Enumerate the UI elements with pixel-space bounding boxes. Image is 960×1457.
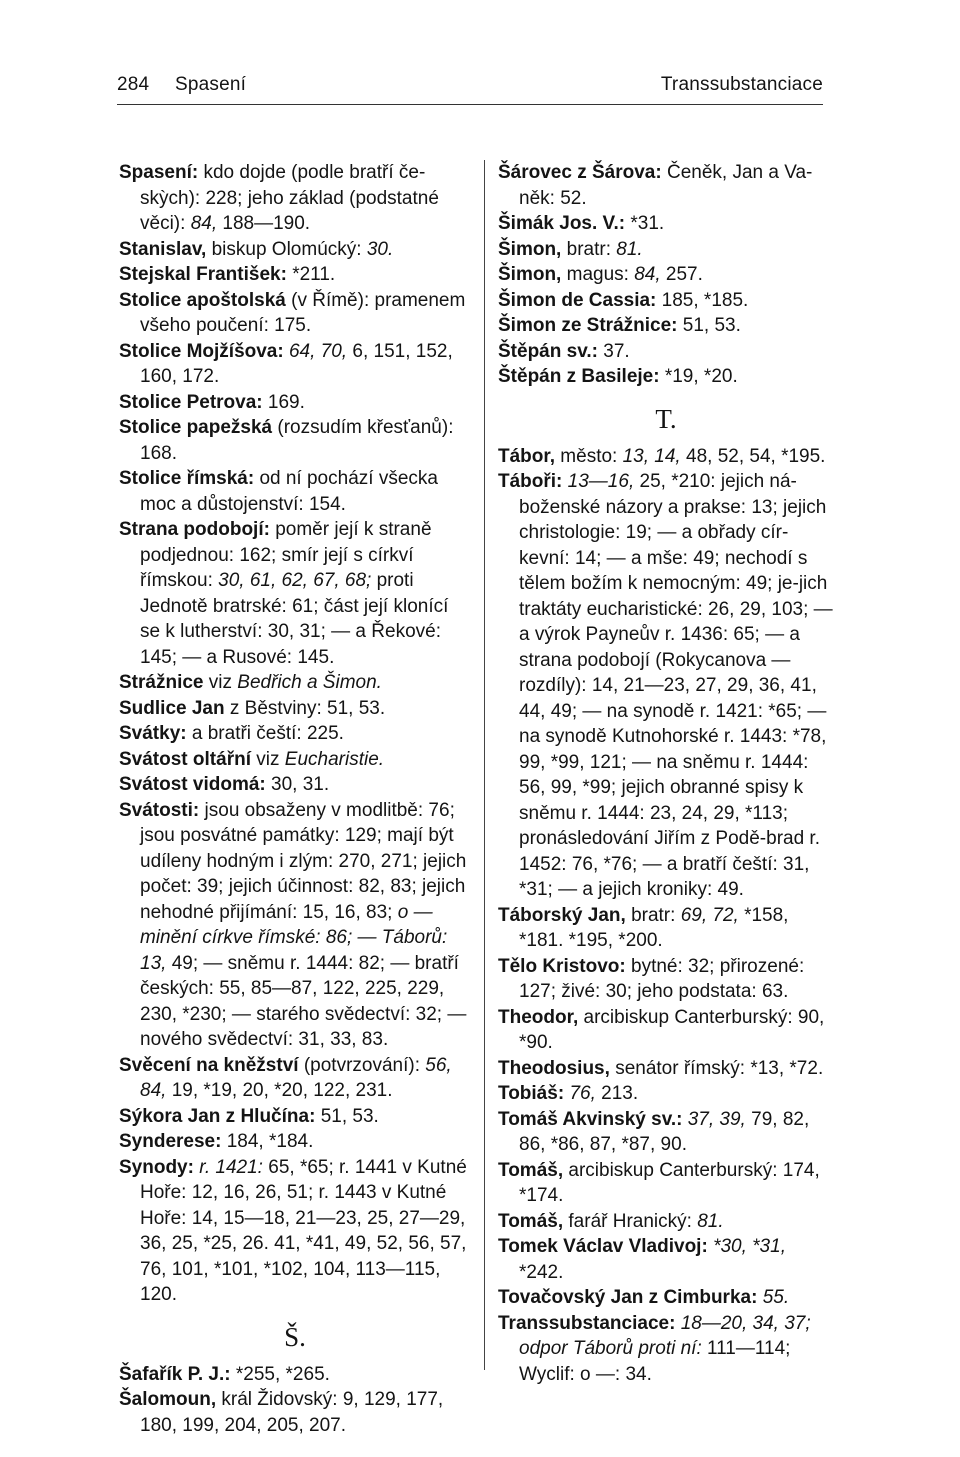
entry-text: *211. (292, 264, 336, 285)
entry-headword: Stolice Petrova: (119, 391, 263, 413)
index-entry (498, 1285, 834, 1311)
entry-text: Čeněk, Jan a Va-něk: 52. (519, 162, 813, 209)
entry-text: *19, *20. (664, 366, 738, 387)
entry-headword: Šimon, (498, 264, 562, 285)
entry-text: arcibiskup Canterburský: 174, *174. (519, 1159, 820, 1206)
index-entry (119, 1053, 471, 1104)
entry-text: biskup Olomúcký: (211, 238, 367, 260)
entry-italic: 13—16, (567, 471, 635, 492)
entry-headword: Tomek Václav Vladivoj: (498, 1236, 708, 1257)
entry-headword: Stejskal František: (119, 264, 287, 285)
entry-tail: 79, 82, 86, *86, 87, *87, 90. (519, 1108, 810, 1155)
index-entry (119, 390, 471, 416)
entry-headword: Tovačovský Jan z Cimburka: (498, 1287, 758, 1308)
index-entry (119, 1387, 471, 1438)
header-rule (117, 104, 823, 105)
index-entry (498, 211, 834, 237)
entry-headword: Transsubstanciace: (498, 1312, 676, 1334)
entry-text: bytné: 32; přirozené: 127; živé: 30; jeho podstata: 63. (519, 955, 805, 1002)
entry-text: a bratři čeští: 225. (191, 723, 344, 744)
index-entry (498, 339, 834, 365)
index-entry (119, 160, 471, 237)
entry-headword: Tobiáš: (498, 1083, 565, 1104)
entry-text: 51, 53. (320, 1105, 379, 1127)
entry-italic: 69, 72, (680, 904, 739, 926)
entry-text: jsou obsaženy v modlitbě: 76; jsou posvátné památky: 129; mají být udíleny hodným i zlým: 270, 271; jejich počet: 39; jejich účinnost: 82, 83; jejich nehodné přijímání: 15, 16, 83; (140, 799, 467, 923)
entry-headword: Stanislav, (119, 238, 207, 260)
index-entry (119, 415, 471, 466)
entry-text: viz (208, 672, 238, 693)
entry-headword: Stolice římská: (119, 468, 255, 489)
right-entries-after (498, 444, 834, 1388)
section-title: Spasení (175, 74, 247, 95)
entry-tail: 48, 52, 54, *195. (680, 445, 826, 467)
right-entries (498, 160, 834, 390)
entry-text: král Židovský: 9, 129, 177, 180, 199, 204, 205, 207. (140, 1389, 444, 1436)
index-entry (498, 237, 834, 263)
entry-text: 185, *185. (661, 289, 749, 311)
entry-italic: 30. (366, 238, 394, 260)
entry-text: od ní pochází všecka moc a důstojenství: 154. (140, 468, 438, 515)
entry-text: 30, 31. (271, 774, 330, 795)
index-entry (498, 1005, 834, 1056)
entry-headword: Šárovec z Šárova: (498, 162, 662, 183)
entry-tail: proti Jednotě bratrské: 61; část její klonící se k lutherství: 30, 31; — a Řekové: 145; — a Rusové: 145. (140, 570, 449, 668)
entry-tail: 25, *210: jejich ná-boženské názory a prakse: 13; jejich christologie: 19; — a obřady cír-kevní: 14; — a mše: 49; nechodí s tělem božím k nemocným: 49; je-jich traktáty eucharistické: 26, 29, 103; — a výrok Payneův r. 1436: 65; — a strana podobojí (Rokycanova — rozdíly): 14, 21—23, 27, 29, 36, 41, 44, 49; — na synodě r. 1421: *65; — na synodě Kutnohorské r. 1443: *78, 99, *99, 121; — na sněmu r. 1444: 56, 99, *99; jejich obranné spisy k sněmu r. 1444: 23, 24, 29, *113; pronásledování Jiřím z Podě-brad r. 1452: 76, *76; — a bratří čeští: 31, *31; — a jejich kroniky: 49. (519, 471, 833, 900)
entry-text: arcibiskup Canterburský: 90, *90. (519, 1006, 825, 1053)
entry-italic: Bedřich a Šimon. (237, 672, 382, 693)
entry-text: (v Římě): pramenem všeho poučení: 175. (140, 289, 466, 336)
index-entry (119, 1362, 471, 1388)
entry-headword: Šafařík P. J.: (119, 1363, 231, 1385)
entry-headword: Theodor, (498, 1006, 579, 1028)
index-entry (119, 288, 471, 339)
index-entry (119, 1155, 471, 1308)
index-entry (119, 466, 471, 517)
entry-text: magus: (566, 264, 635, 285)
entry-headword: Šimon ze Strážnice: (498, 315, 678, 336)
index-entry (498, 1081, 834, 1107)
entry-headword: Synody: (119, 1156, 194, 1178)
index-entry (498, 1158, 834, 1209)
entry-tail: *158, *181. *195, *200. (519, 904, 789, 951)
entry-italic: 13, 14, (622, 445, 681, 467)
entry-tail: 188—190. (217, 213, 311, 234)
entry-text: 184, *184. (226, 1131, 314, 1152)
index-entry (498, 1107, 834, 1158)
entry-text: město: (560, 445, 623, 467)
left-column (119, 160, 471, 1438)
entry-italic: 30, 61, 62, 67, 68; (218, 570, 372, 591)
entry-headword: Šimák Jos. V.: (498, 213, 626, 234)
entry-tail: 111—114; Wyclif: o —: 34. (519, 1338, 791, 1385)
entry-headword: Theodosius, (498, 1057, 610, 1079)
index-entry (498, 1234, 834, 1285)
entry-headword: Štěpán sv.: (498, 340, 598, 362)
entry-headword: Štěpán z Basileje: (498, 366, 660, 387)
index-entry (119, 1104, 471, 1130)
entry-headword: Tomáš, (498, 1159, 564, 1181)
left-entries-after (119, 1362, 471, 1439)
entry-headword: Tomáš Akvinský sv.: (498, 1108, 683, 1130)
entry-text: senátor římský: *13, *72. (615, 1057, 824, 1079)
entry-italic: 56, 84, (140, 1054, 452, 1101)
entry-text: z Běstviny: 51, 53. (229, 697, 386, 719)
entry-headword: Sudlice Jan (119, 697, 225, 719)
column-divider (484, 160, 485, 1370)
entry-text: bratr: (566, 238, 617, 260)
index-entry (498, 469, 834, 903)
entry-headword: Šalomoun, (119, 1389, 217, 1410)
index-entry (119, 517, 471, 670)
entry-tail: 65, *65; r. 1441 v Kutné Hoře: 12, 16, 26, 51; r. 1443 v Kutné Hoře: 14, 15—18, 21—23, 25, 27—29, 36, 25, *25, 26. 41, *41, 49, 52, 56, 57, 76, 101, *101, *102, 104, 113—115, 120. (140, 1156, 467, 1305)
entry-text: viz (256, 748, 285, 770)
entry-headword: Sýkora Jan z Hlučína: (119, 1105, 316, 1127)
entry-text: poměr její k straně podjednou: 162; smír její s církví římskou: (140, 519, 432, 591)
entry-headword: Tábor, (498, 445, 556, 467)
entry-headword: Svěcení na kněžství (119, 1054, 299, 1076)
entry-italic: r. 1421: (199, 1156, 263, 1178)
index-entry (498, 954, 834, 1005)
entry-headword: Spasení: (119, 162, 199, 183)
index-entry (119, 1129, 471, 1155)
entry-headword: Strana podobojí: (119, 519, 270, 540)
index-entry (498, 444, 834, 470)
entry-headword: Svátost vidomá: (119, 774, 266, 795)
entry-tail: 213. (595, 1083, 639, 1104)
right-column (498, 160, 834, 1387)
section-letter: Š. (284, 1321, 306, 1352)
index-entry (119, 237, 471, 263)
running-title: Transsubstanciace (660, 74, 823, 95)
entry-headword: Táborský Jan, (498, 904, 626, 926)
index-entry (498, 1311, 834, 1388)
entry-tail: 257. (660, 264, 703, 285)
entry-headword: Tělo Kristovo: (498, 955, 626, 977)
index-entry (119, 670, 471, 696)
entry-italic: o — minění církve římské: 86; — Táborů: 13, (140, 901, 448, 974)
index-entry (119, 747, 471, 773)
index-entry (498, 262, 834, 288)
running-header (117, 74, 823, 104)
entry-headword: Táboři: (498, 471, 563, 492)
index-entry (498, 160, 834, 211)
entry-tail: 6, 151, 152, 160, 172. (140, 340, 453, 387)
entry-italic: *30, *31, (713, 1236, 786, 1257)
entry-text: 169. (267, 391, 305, 413)
index-entry (498, 903, 834, 954)
entry-headword: Svátky: (119, 723, 187, 744)
entry-italic: 81. (697, 1210, 724, 1232)
entry-headword: Šimon, (498, 238, 562, 260)
entry-text: (potvrzování): (303, 1054, 426, 1076)
index-entry (498, 288, 834, 314)
entry-text: bratr: (631, 904, 681, 926)
entry-italic: 76, (569, 1083, 596, 1104)
entry-italic: 64, 70, (288, 340, 348, 362)
entry-italic: Eucharistie. (284, 748, 385, 770)
entry-text: *255, *265. (235, 1363, 330, 1385)
entry-tail: 49; — sněmu r. 1444: 82; — bratří českých: 55, 85—87, 122, 225, 229, 230, *230; — starého svědectví: 32; — nového svědectví: 31, 33, 83. (140, 952, 467, 1050)
entry-text: farář Hranický: (568, 1210, 698, 1232)
entry-headword: Stolice Mojžíšova: (119, 340, 284, 362)
index-entry (498, 1209, 834, 1235)
entry-text: 51, 53. (682, 315, 741, 336)
entry-headword: Šimon de Cassia: (498, 289, 657, 311)
entry-text: (rozsudím křesťanů): 168. (140, 417, 454, 464)
entry-italic: 18—20, 34, 37; odpor Táborů proti ní: (519, 1312, 811, 1359)
page-number: 284 (117, 74, 150, 95)
entry-headword: Stolice apoštolská (119, 289, 286, 311)
entry-italic: 81. (616, 238, 643, 260)
entry-tail: 19, *19, 20, *20, 122, 231. (166, 1080, 393, 1101)
entry-text: 37. (603, 340, 630, 362)
entry-headword: Synderese: (119, 1131, 222, 1152)
index-entry (119, 798, 471, 1053)
index-entry (119, 339, 471, 390)
entry-headword: Tomáš, (498, 1210, 564, 1232)
index-entry (498, 364, 834, 390)
entry-italic: 55. (762, 1287, 790, 1308)
index-entry (119, 721, 471, 747)
section-letter: T. (655, 403, 677, 434)
entry-headword: Stolice papežská (119, 417, 273, 438)
entry-headword: Strážnice (119, 672, 204, 693)
entry-headword: Svátosti: (119, 799, 200, 821)
entry-italic: 84, (634, 264, 661, 285)
entry-italic: 84, (190, 213, 218, 234)
entry-text: kdo dojde (podle bratří če-skỳch): 228; jeho základ (podstatné věci): (140, 162, 439, 234)
index-entry (119, 696, 471, 722)
entry-text: *31. (630, 213, 665, 234)
left-entries (119, 160, 471, 1308)
index-entry (119, 772, 471, 798)
index-entry (498, 313, 834, 339)
entry-headword: Svátost oltářní (119, 748, 251, 770)
entry-italic: 37, 39, (687, 1108, 746, 1130)
index-entry (119, 262, 471, 288)
index-entry (498, 1056, 834, 1082)
entry-tail: *242. (519, 1261, 564, 1283)
